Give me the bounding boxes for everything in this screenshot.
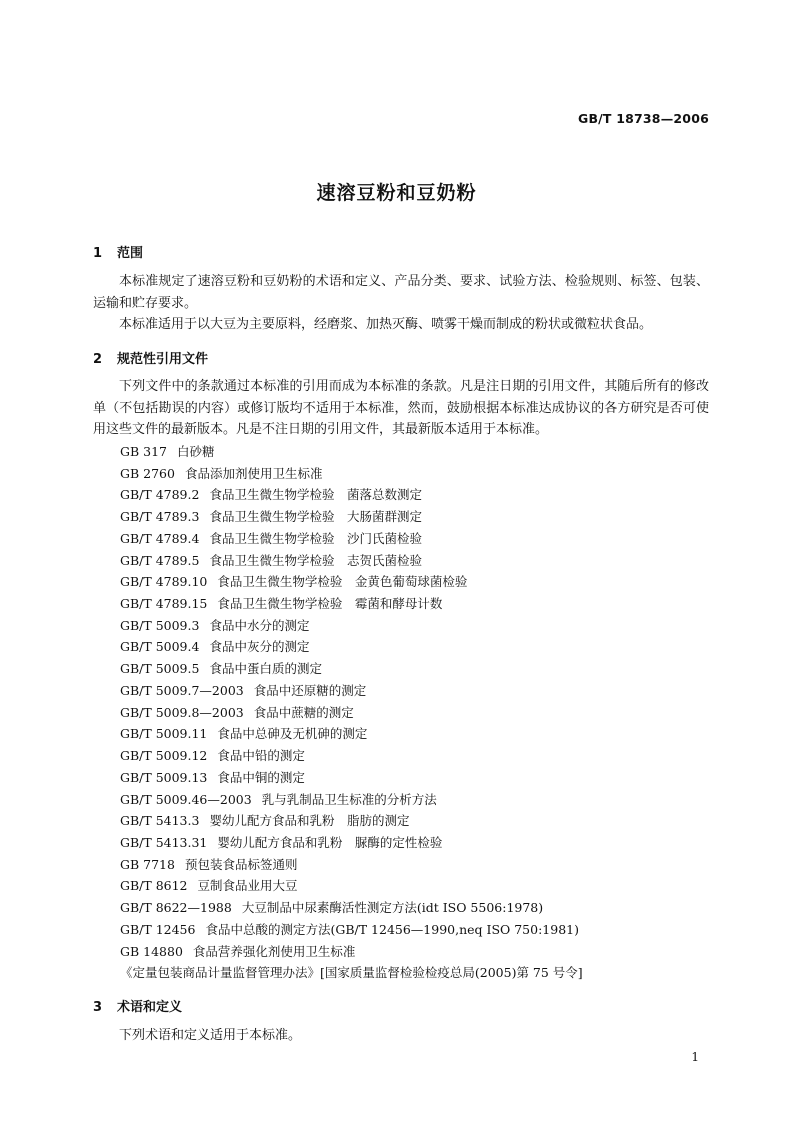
reference-item <box>120 658 583 680</box>
reference-code: GB/T 5009.46—2003 <box>120 791 252 807</box>
reference-code: GB/T 5009.4 <box>120 639 200 655</box>
reference-title: 食品中铅的测定 <box>217 748 305 764</box>
reference-code: GB/T 5009.7—2003 <box>120 682 244 698</box>
reference-item <box>120 832 583 854</box>
reference-item <box>120 897 583 919</box>
reference-item <box>120 745 583 767</box>
reference-code: GB 7718 <box>120 856 175 872</box>
section-number: 3 <box>93 1000 103 1015</box>
reference-title: 大豆制品中尿素酶活性测定方法(idt ISO 5506:1978) <box>241 900 544 916</box>
reference-title: 食品中还原糖的测定 <box>253 682 367 698</box>
reference-item <box>120 789 583 811</box>
reference-code: GB/T 5009.13 <box>120 769 208 785</box>
reference-code: GB/T 4789.3 <box>120 509 200 525</box>
section-title: 术语和定义 <box>117 1000 183 1015</box>
section-2-paragraph-1: 下列文件中的条款通过本标准的引用而成为本标准的条款。凡是注日期的引用文件，其随后所有的修改单（不包括勘误的内容）或修订版均不适用于本标准，然而，鼓励根据本标准达成协议的各方研究是否可使用这些文件的最新版本。凡是不注日期的引用文件，其最新版本适用于本标准。 <box>93 379 709 438</box>
reference-title: 预包装食品标签通则 <box>184 856 298 872</box>
section-title: 范围 <box>117 246 144 261</box>
reference-item <box>120 854 583 876</box>
reference-item <box>120 941 583 963</box>
reference-item <box>120 723 583 745</box>
reference-code: GB/T 5009.5 <box>120 661 200 677</box>
reference-title: 豆制食品业用大豆 <box>197 878 298 894</box>
page-number: 1 <box>691 1050 699 1064</box>
section-1-paragraph-1: 本标准规定了速溶豆粉和豆奶粉的术语和定义、产品分类、要求、试验方法、检验规则、标签、包装、运输和贮存要求。 <box>93 274 709 311</box>
section-title: 规范性引用文件 <box>117 352 209 367</box>
reference-code: GB/T 5009.11 <box>120 726 208 742</box>
reference-item <box>120 463 583 485</box>
reference-title: 食品卫生微生物学检验 大肠菌群测定 <box>209 509 422 525</box>
reference-code: GB/T 4789.5 <box>120 552 200 568</box>
standard-number: GB/T 18738—2006 <box>577 111 709 126</box>
reference-code: GB/T 8612 <box>120 878 188 894</box>
section-number: 2 <box>93 352 103 367</box>
reference-item <box>120 441 583 463</box>
reference-code: GB/T 4789.4 <box>120 530 200 546</box>
reference-code: GB 317 <box>120 444 168 459</box>
reference-title: 食品营养强化剂使用卫生标准 <box>192 943 356 959</box>
reference-title: 食品卫生微生物学检验 霉菌和酵母计数 <box>217 596 443 612</box>
reference-item <box>120 571 583 593</box>
reference-code: GB 14880 <box>120 943 183 959</box>
reference-code: 《定量包装商品计量监督管理办法》 <box>120 965 321 981</box>
document-title: 速溶豆粉和豆奶粉 <box>316 182 477 204</box>
section-3-heading <box>93 996 182 1015</box>
reference-code: GB/T 8622—1988 <box>120 900 232 916</box>
reference-item <box>120 767 583 789</box>
reference-title: 食品中总砷及无机砷的测定 <box>217 726 368 742</box>
reference-title: 白砂糖 <box>177 444 215 459</box>
reference-code: GB/T 5009.3 <box>120 617 200 633</box>
section-1-heading <box>93 242 143 261</box>
reference-title: 食品中灰分的测定 <box>209 639 310 655</box>
section-3-paragraph-1: 下列术语和定义适用于本标准。 <box>119 1028 302 1043</box>
normative-references-list <box>120 441 583 984</box>
section-number: 1 <box>93 246 103 261</box>
reference-item <box>120 593 583 615</box>
reference-code: GB/T 5413.3 <box>120 813 200 829</box>
reference-item <box>120 484 583 506</box>
reference-item <box>120 615 583 637</box>
reference-item <box>120 875 583 897</box>
reference-title: 食品中蔗糖的测定 <box>253 704 354 720</box>
section-1-paragraph-2: 本标准适用于以大豆为主要原料，经磨浆、加热灭酶、喷雾干燥而制成的粉状或微粒状食品。 <box>119 317 653 332</box>
reference-item <box>120 680 583 702</box>
reference-title: 食品卫生微生物学检验 金黄色葡萄球菌检验 <box>217 574 468 590</box>
reference-code: GB/T 4789.15 <box>120 596 208 612</box>
reference-item <box>120 506 583 528</box>
reference-code: GB 2760 <box>120 465 175 481</box>
reference-item <box>120 636 583 658</box>
reference-code: GB/T 5009.8—2003 <box>120 704 244 720</box>
reference-title: 食品中铜的测定 <box>217 769 305 785</box>
reference-item <box>120 528 583 550</box>
reference-code: GB/T 4789.10 <box>120 574 208 590</box>
reference-item <box>120 550 583 572</box>
reference-title: 食品中蛋白质的测定 <box>209 661 322 677</box>
reference-title: 婴幼儿配方食品和乳粉 脲酶的定性检验 <box>217 834 443 850</box>
reference-title: 食品卫生微生物学检验 沙门氏菌检验 <box>209 530 422 546</box>
reference-code: GB/T 5009.12 <box>120 748 208 764</box>
reference-title: 食品卫生微生物学检验 志贺氏菌检验 <box>209 552 422 568</box>
reference-item <box>120 962 583 984</box>
reference-title: 食品添加剂使用卫生标准 <box>184 465 323 481</box>
reference-title: 食品中水分的测定 <box>209 617 310 633</box>
reference-title: [国家质量监督检验检疫总局(2005)第 75 号令] <box>320 965 583 981</box>
reference-code: GB/T 5413.31 <box>120 834 208 850</box>
reference-title: 乳与乳制品卫生标准的分析方法 <box>261 791 437 807</box>
section-2-heading <box>93 348 208 367</box>
reference-code: GB/T 12456 <box>120 921 196 937</box>
reference-title: 食品卫生微生物学检验 菌落总数测定 <box>209 487 422 503</box>
reference-item <box>120 702 583 724</box>
reference-title: 食品中总酸的测定方法(GB/T 12456—1990,neq ISO 750:1981) <box>205 921 579 937</box>
reference-item <box>120 810 583 832</box>
reference-title: 婴幼儿配方食品和乳粉 脂肪的测定 <box>209 813 410 829</box>
reference-item <box>120 919 583 941</box>
reference-code: GB/T 4789.2 <box>120 487 200 503</box>
